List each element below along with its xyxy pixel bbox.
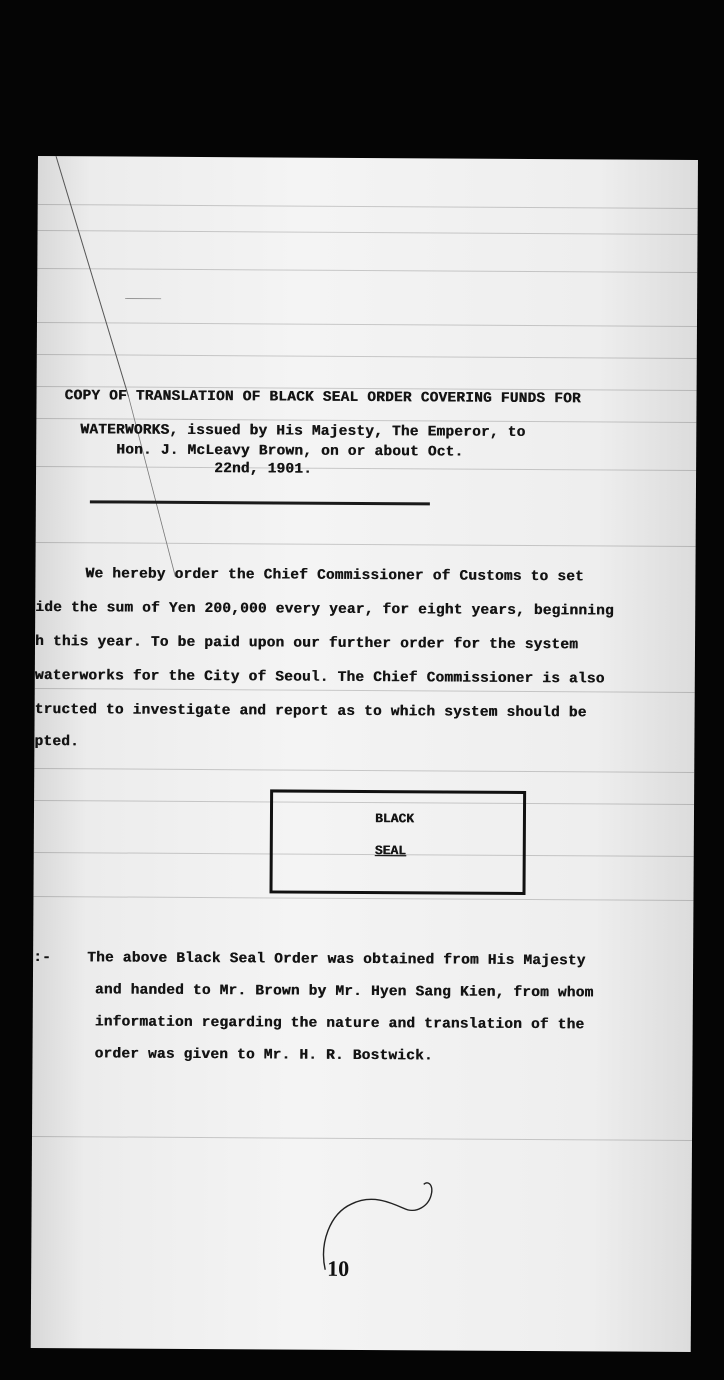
body-line-3: h this year. To be paid upon our further order for the system xyxy=(34,633,579,654)
note-line-1: The above Black Seal Order was obtained from His Majesty xyxy=(87,950,586,970)
body-line-6: pted. xyxy=(34,733,79,751)
note-line-3: information regarding the nature and translation of the xyxy=(94,1014,585,1034)
heading-line-3: Hon. J. McLeavy Brown, on or about Oct. xyxy=(116,442,464,461)
heading-line-1: COPY OF TRANSLATION OF BLACK SEAL ORDER COVERING FUNDS FOR xyxy=(64,388,581,408)
heading-line-2: WATERWORKS, issued by His Majesty, The Emperor, to xyxy=(80,422,526,441)
seal-label-line-1: BLACK xyxy=(374,811,415,827)
document-page xyxy=(31,156,698,1352)
note-marker: :- xyxy=(33,949,51,967)
seal-label-line-2: SEAL xyxy=(374,843,407,859)
heading-line-4: 22nd, 1901. xyxy=(214,461,313,478)
body-line-1: We hereby order the Chief Commissioner of Customs to set xyxy=(85,566,584,586)
body-line-5: tructed to investigate and report as to which system should be xyxy=(34,701,587,722)
note-line-4: order was given to Mr. H. R. Bostwick. xyxy=(94,1046,433,1065)
margin-pencil-line xyxy=(31,156,698,1352)
page-number: 10 xyxy=(327,1255,350,1281)
black-seal-box xyxy=(269,789,526,895)
body-line-2: ide the sum of Yen 200,000 every year, for eight years, beginning xyxy=(35,599,614,620)
body-line-4: waterworks for the City of Seoul. The Chief Commissioner is also xyxy=(34,667,605,688)
note-line-2: and handed to Mr. Brown by Mr. Hyen Sang Kien, from whom xyxy=(94,982,594,1002)
